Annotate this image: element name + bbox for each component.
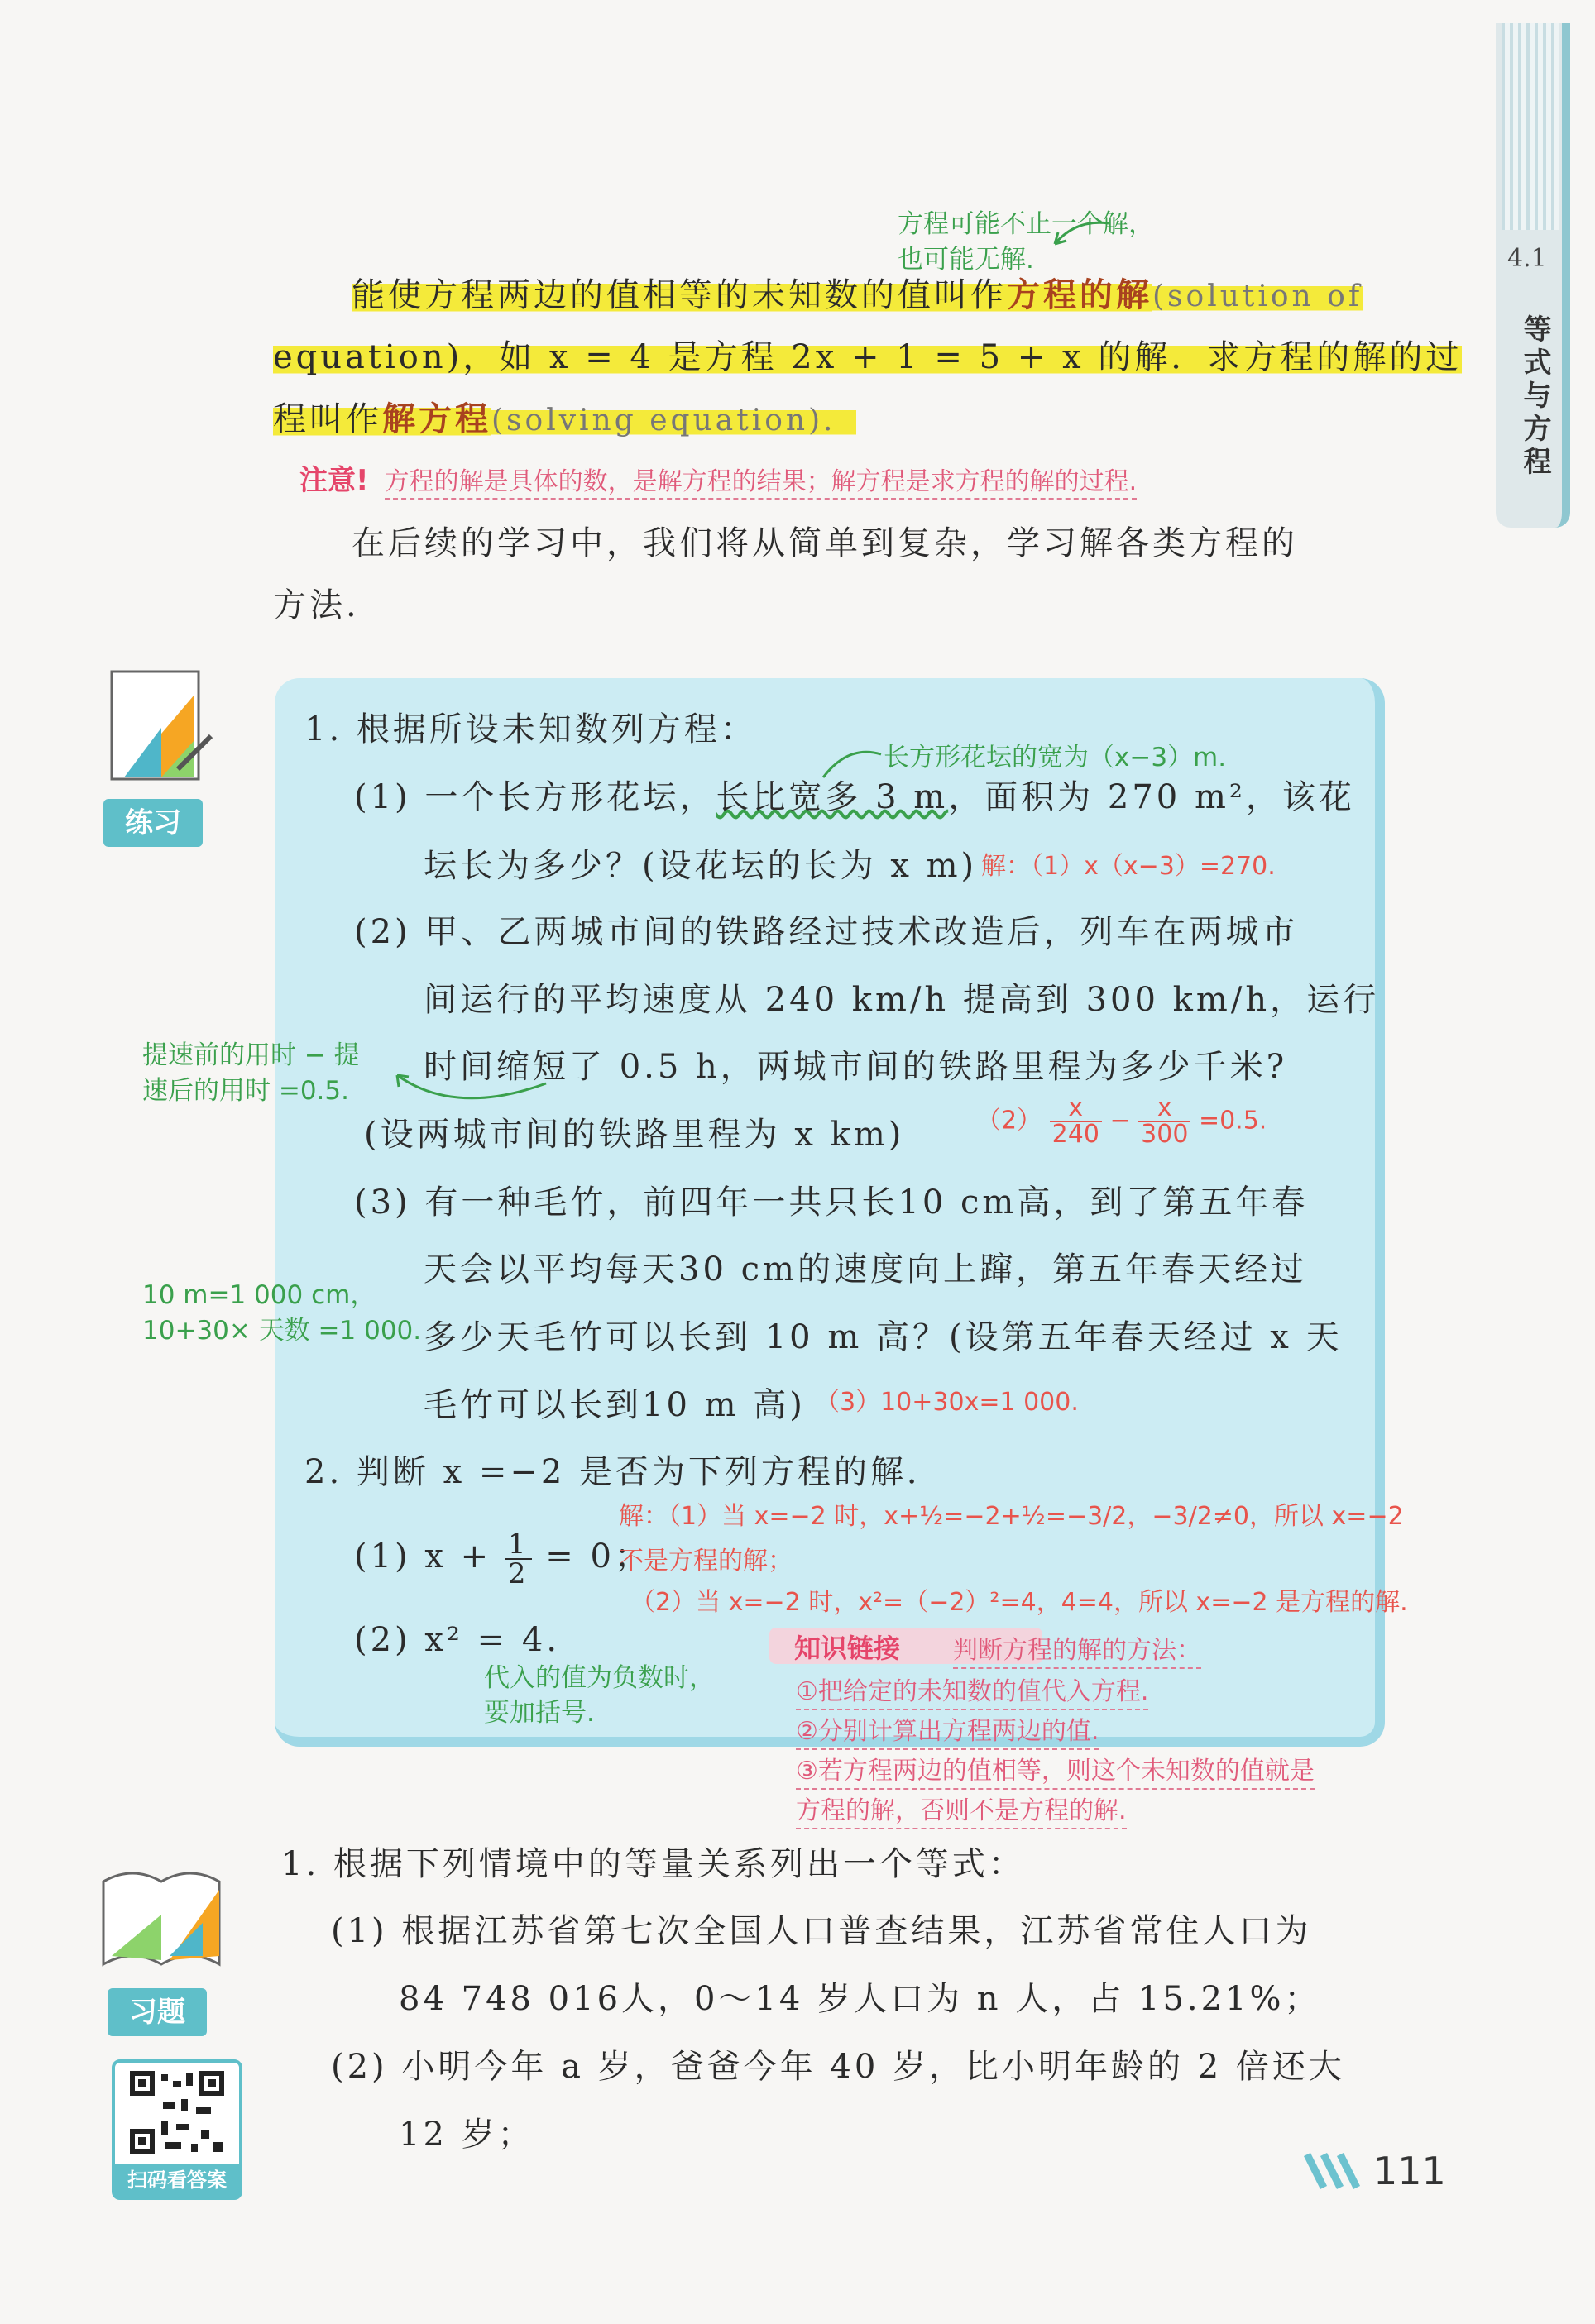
def-note-line1: 方程可能不止一个解， bbox=[898, 209, 1154, 239]
attention-row bbox=[299, 457, 1137, 498]
exercise-badge: 习题 bbox=[108, 1988, 207, 2036]
solution-2-line-3: （2）当 x=−2 时，x²=（−2）²=4，4=4，所以 x=−2 是方程的解. bbox=[630, 1588, 1408, 1617]
practice-q2-2: (2) x² = 4. bbox=[354, 1621, 561, 1659]
definition-text-2: equation)，如 x = 4 是方程 2x + 1 = 5 + x 的解．求方程的解的过 bbox=[273, 338, 1463, 376]
knowledge-step-1: ①把给定的未知数的值代入方程. bbox=[796, 1671, 1148, 1710]
solution-2-line-1: 解：（1）当 x=−2 时，x+½=−2+½=−3/2，−3/2≠0，所以 x=−2 bbox=[619, 1502, 1404, 1531]
answer-1: 解：（1）x（x−3）=270. bbox=[981, 852, 1276, 881]
qr-code-frame[interactable] bbox=[112, 2059, 242, 2200]
exercise-q1-1a: (1) 根据江苏省第七次全国人口普查结果，江苏省常住人口为 bbox=[331, 1912, 1312, 1950]
ans2-prefix: （2） bbox=[976, 1106, 1042, 1136]
knowledge-label: 知识链接 bbox=[794, 1633, 901, 1664]
exercise-q1-1b: 84 748 016人，0～14 岁人口为 n 人，占 15.21%； bbox=[399, 1980, 1321, 2018]
qr-code-icon bbox=[115, 2063, 239, 2162]
section-title: 等式与方程 bbox=[1518, 314, 1551, 480]
note-arrow-icon bbox=[1051, 211, 1117, 252]
fraction-x-240: $\frac{x}{240}$ bbox=[1050, 1096, 1102, 1147]
practice-badge: 练习 bbox=[103, 799, 203, 847]
intro-line-1: 在后续的学习中，我们将从简单到复杂，学习解各类方程的 bbox=[352, 524, 1298, 562]
note-speed-2: 速后的用时 =0.5. bbox=[142, 1076, 349, 1106]
practice-q1-3b: 天会以平均每天30 cm的速度向上蹿，第五年春天经过 bbox=[424, 1250, 1307, 1289]
note-speed-1: 提速前的用时 − 提 bbox=[142, 1040, 360, 1070]
qr-label: 扫码看答案 bbox=[115, 2164, 239, 2197]
intro-line-2: 方法. bbox=[273, 586, 360, 624]
practice-q2-1 bbox=[354, 1530, 651, 1588]
exercise-q1: 1. 根据下列情境中的等量关系列出一个等式： bbox=[281, 1845, 1025, 1883]
note-arrow-icon bbox=[389, 1067, 554, 1117]
practice-q1-2d: (设两城市间的铁路里程为 x km) bbox=[364, 1116, 905, 1154]
practice-q1-1 bbox=[354, 771, 1355, 818]
knowledge-step-2: ②分别计算出方程两边的值. bbox=[796, 1710, 1099, 1750]
note-bamboo-2: 10+30× 天数 =1 000. bbox=[142, 1316, 422, 1346]
ans2-suffix: =0.5. bbox=[1198, 1106, 1267, 1136]
ans2-minus: − bbox=[1109, 1106, 1131, 1136]
practice-q1-3a: (3) 有一种毛竹，前四年一共只长10 cm高，到了第五年春 bbox=[354, 1184, 1309, 1222]
attention-label: 注意! bbox=[299, 464, 369, 497]
note-negative-1: 代入的值为负数时， bbox=[484, 1663, 715, 1693]
definition-line-3 bbox=[273, 393, 856, 440]
practice-icon bbox=[95, 662, 219, 794]
page-number-stripes-icon bbox=[1303, 2150, 1369, 2192]
term-solution: 方程的解 bbox=[1007, 276, 1152, 314]
practice-q2: 2. 判断 x =−2 是否为下列方程的解． bbox=[304, 1453, 944, 1491]
term-solving-english: (solving equation)． bbox=[491, 404, 857, 438]
definition-text: 能使方程两边的值相等的未知数的值叫作 bbox=[352, 276, 1007, 314]
solution-2-line-2: 不是方程的解； bbox=[619, 1547, 793, 1576]
q1-1-underlined: 长比宽多 3 m bbox=[716, 778, 949, 816]
definition-text-3: 程叫作 bbox=[273, 400, 382, 438]
q1-1-text-tail: ，面积为 270 m²，该花 bbox=[948, 778, 1355, 816]
practice-q1-1-cont: 坛长为多少？(设花坛的长为 x m) bbox=[424, 847, 978, 885]
practice-q1: 1. 根据所设未知数列方程： bbox=[304, 710, 757, 748]
exercise-icon bbox=[95, 1832, 228, 1973]
term-english: (solution of bbox=[1152, 280, 1363, 313]
practice-q1-3d: 毛竹可以长到10 m 高) bbox=[424, 1386, 806, 1424]
knowledge-title: 判断方程的解的方法： bbox=[953, 1629, 1201, 1669]
side-tab-stripes bbox=[1502, 23, 1559, 230]
page-number: 111 bbox=[1373, 2149, 1446, 2193]
section-number: 4.1 bbox=[1507, 244, 1547, 273]
exercise-q1-2a: (2) 小明今年 a 岁，爸爸今年 40 岁，比小明年龄的 2 倍还大 bbox=[331, 2048, 1345, 2086]
knowledge-step-4: 方程的解，否则不是方程的解. bbox=[796, 1790, 1127, 1829]
note-width: 长方形花坛的宽为（x−3）m. bbox=[884, 743, 1227, 772]
exercise-q1-2b: 12 岁； bbox=[399, 2116, 534, 2154]
answer-3: （3）10+30x=1 000. bbox=[815, 1388, 1079, 1417]
fraction-one-half: $\frac{1}{2}$ bbox=[505, 1530, 532, 1588]
term-solving: 解方程 bbox=[382, 400, 491, 438]
fraction-x-300: $\frac{x}{300}$ bbox=[1138, 1096, 1190, 1147]
practice-q1-2c: 时间缩短了 0.5 h，两城市间的铁路里程为多少千米? bbox=[424, 1048, 1288, 1086]
definition-line-2 bbox=[273, 331, 1462, 378]
q1-1-text: (1) 一个长方形花坛， bbox=[354, 778, 716, 816]
practice-q1-2a: (2) 甲、乙两城市间的铁路经过技术改造后，列车在两城市 bbox=[354, 913, 1299, 951]
note-negative-2: 要加括号. bbox=[484, 1698, 595, 1728]
def-note-line2: 也可能无解. bbox=[898, 245, 1034, 275]
note-bamboo-1: 10 m=1 000 cm， bbox=[142, 1280, 376, 1310]
q2-1-rhs: = 0； bbox=[531, 1537, 651, 1576]
q2-1-lhs: (1) x + bbox=[354, 1537, 505, 1576]
attention-text: 方程的解是具体的数，是解方程的结果；解方程是求方程的解的过程. bbox=[385, 467, 1138, 500]
practice-q1-2b: 间运行的平均速度从 240 km/h 提高到 300 km/h，运行 bbox=[424, 981, 1380, 1019]
practice-q1-3c: 多少天毛竹可以长到 10 m 高？(设第五年春天经过 x 天 bbox=[424, 1318, 1343, 1356]
definition-line-1 bbox=[352, 269, 1363, 316]
knowledge-step-3: ③若方程两边的值相等，则这个未知数的值就是 bbox=[796, 1750, 1315, 1790]
answer-2 bbox=[976, 1093, 1267, 1149]
